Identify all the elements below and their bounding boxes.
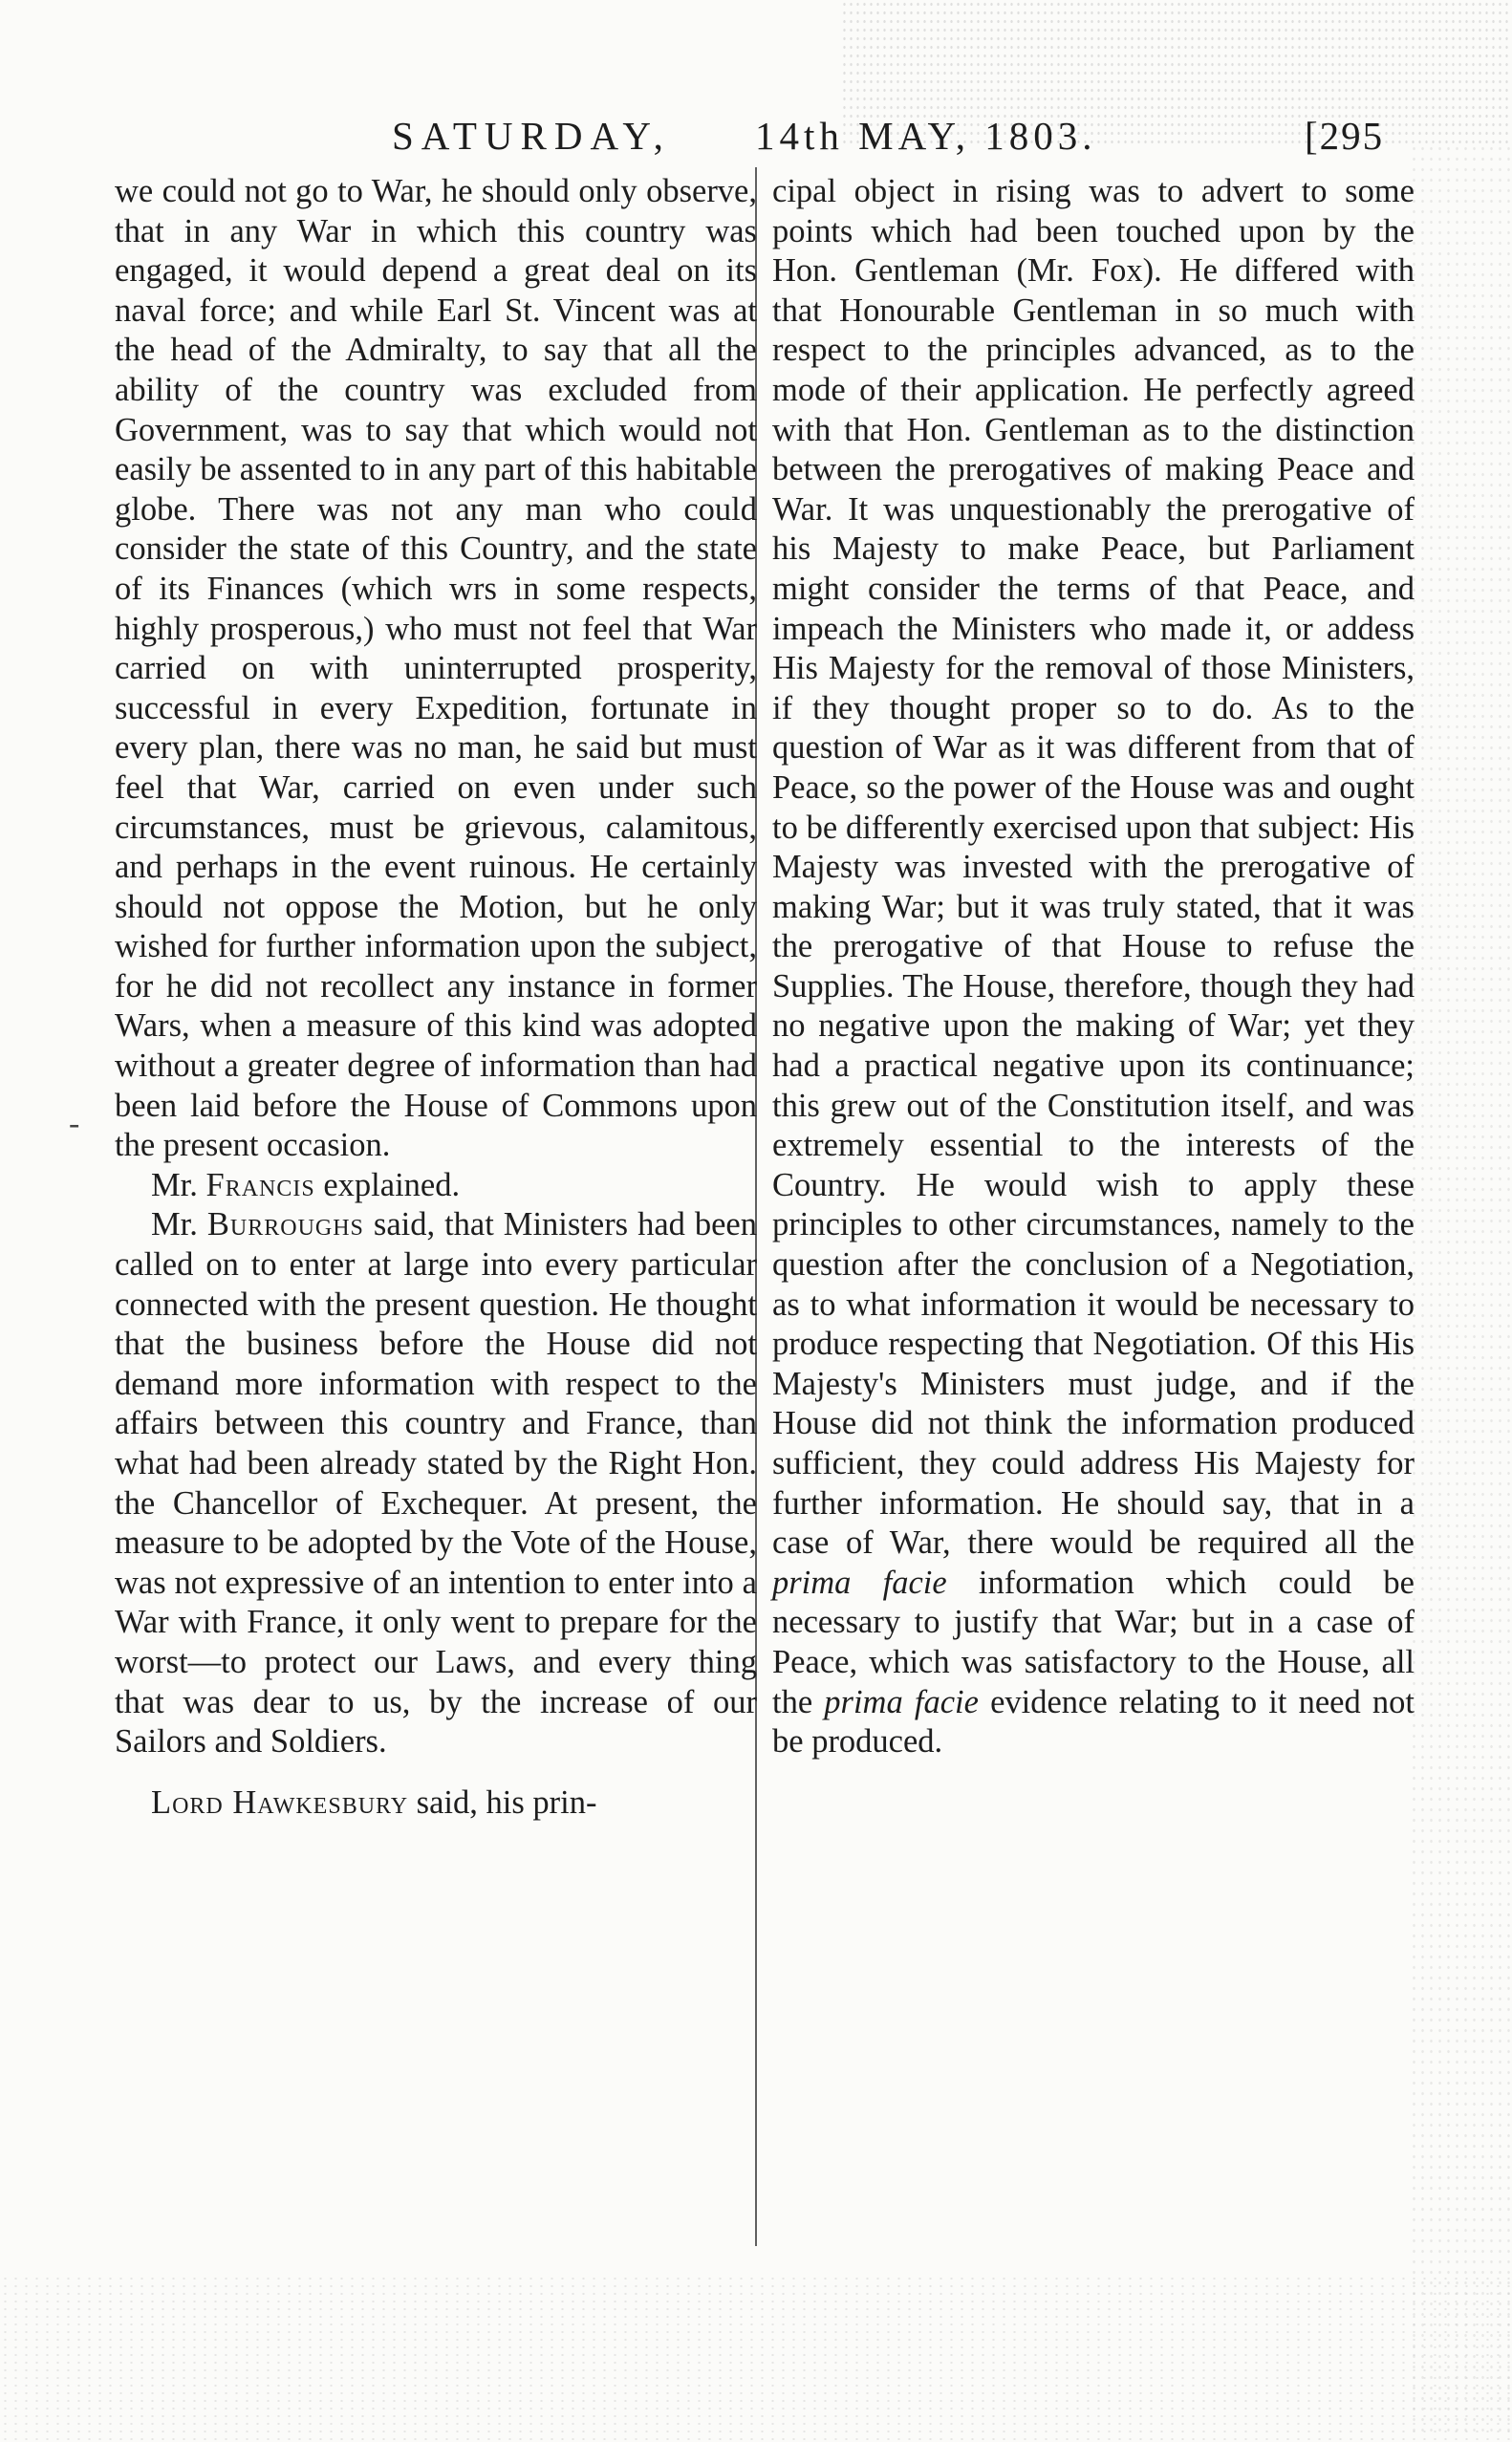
- right-text-c: evidence relating to it need not be produced.: [772, 1683, 1415, 1761]
- margin-mark: -: [69, 1106, 80, 1141]
- left-column: [115, 172, 757, 1823]
- para2-text: explained.: [314, 1166, 461, 1203]
- para2-prefix: Mr.: [151, 1166, 206, 1203]
- right-paragraph-1: [772, 172, 1415, 1762]
- right-text-b: information which could be necessary to justify that War; but in a case of Peace, which was satisfactory to the House, all the: [772, 1564, 1415, 1720]
- page-number: [295: [1305, 114, 1385, 158]
- para3-text: said, that Ministers had been called on to enter at large into every particular connected with the present question. He thought that the business before the House did not demand more information with respect to the affairs between this country and France, than what had been already stated by the Right Hon. the Chancellor of Exchequer. At present, the measure to be adopted by the Vote of the House, was not expressive of an intention to enter into a War with France, it only went to prepare for the worst—to protect our Laws, and every thing that was dear to us, by the increase of our Sailors and Soldiers.: [115, 1206, 757, 1761]
- speaker-hawkesbury: Lord Hawkesbury: [151, 1783, 409, 1821]
- left-paragraph-2: [115, 1166, 757, 1206]
- header-date: 14th MAY, 1803.: [755, 114, 1097, 158]
- italic-prima-facie-1: prima facie: [772, 1564, 947, 1601]
- scan-speckle-bottom: [0, 2275, 1512, 2442]
- left-paragraph-3: [115, 1205, 757, 1761]
- header-day: SATURDAY,: [392, 114, 671, 158]
- para3-prefix: Mr.: [151, 1206, 207, 1243]
- left-paragraph-4: [115, 1783, 757, 1824]
- scan-speckle-right: [1410, 143, 1510, 2437]
- para4-text: said, his prin-: [408, 1783, 597, 1821]
- italic-prima-facie-2: prima facie: [824, 1683, 979, 1720]
- page-header: [392, 113, 1395, 170]
- speaker-francis: Francis: [205, 1166, 315, 1203]
- right-text-a: cipal object in rising was to advert to some points which had been touched upon by the Hon. Gentleman (Mr. Fox). He differed with that Honourable Gentleman in so much with respect to the principles advanced, as to the mode of their application. He perfectly agreed with that Hon. Gentleman as to the distinction between the prerogatives of making Peace and War. It was unquestionably the prerogative of his Majesty to make Peace, but Parliament might consider the terms of that Peace, and impeach the Ministers who made it, or addess His Majesty for the removal of those Ministers, if they thought proper so to do. As to the question of War as it was different from that of Peace, so the power of the House was and ought to be differently exercised upon that subject: His Majesty was invested with the prerogative of making War; but it was truly stated, that it was the prerogative of that House to refuse the Supplies. The House, therefore, though they had no negative upon the making of War; yet they had a practical negative upon its continuance; this grew out of the Constitution itself, and was extremely essential to the interests of the Country. He would wish to apply these principles to other circumstances, namely to the question after the conclusion of a Negotiation, as to what information it would be necessary to produce respecting that Negotiation. Of this His Majesty's Ministers must judge, and if the House did not think the information produced sufficient, they could address His Majesty for further information. He should say, that in a case of War, there would be required all the: [772, 173, 1415, 1562]
- speaker-burroughs: Burroughs: [206, 1206, 364, 1243]
- left-paragraph-1: we could not go to War, he should only observe, that in any War in which this country was engaged, it would depend a great deal on its naval force; and while Earl St. Vincent was at the head of the Admiralty, to say that all the ability of the country was excluded from Government, was to say that which would not easily be assented to in any part of this habitable globe. There was not any man who could consider the state of this Country, and the state of its Finances (which wrs in some respects, highly prosperous,) who must not feel that War carried on with uninterrupted prosperity, successful in every Expedition, fortunate in every plan, there was no man, he said but must feel that War, carried on even under such circumstances, must be grievous, calamitous, and perhaps in the event ruinous. He certainly should not oppose the Motion, but he only wished for further information upon the subject, for he did not recollect any instance in former Wars, when a measure of this kind was adopted without a greater degree of information than had been laid before the House of Commons upon the present occasion.: [115, 173, 757, 1164]
- right-column: [772, 172, 1415, 1762]
